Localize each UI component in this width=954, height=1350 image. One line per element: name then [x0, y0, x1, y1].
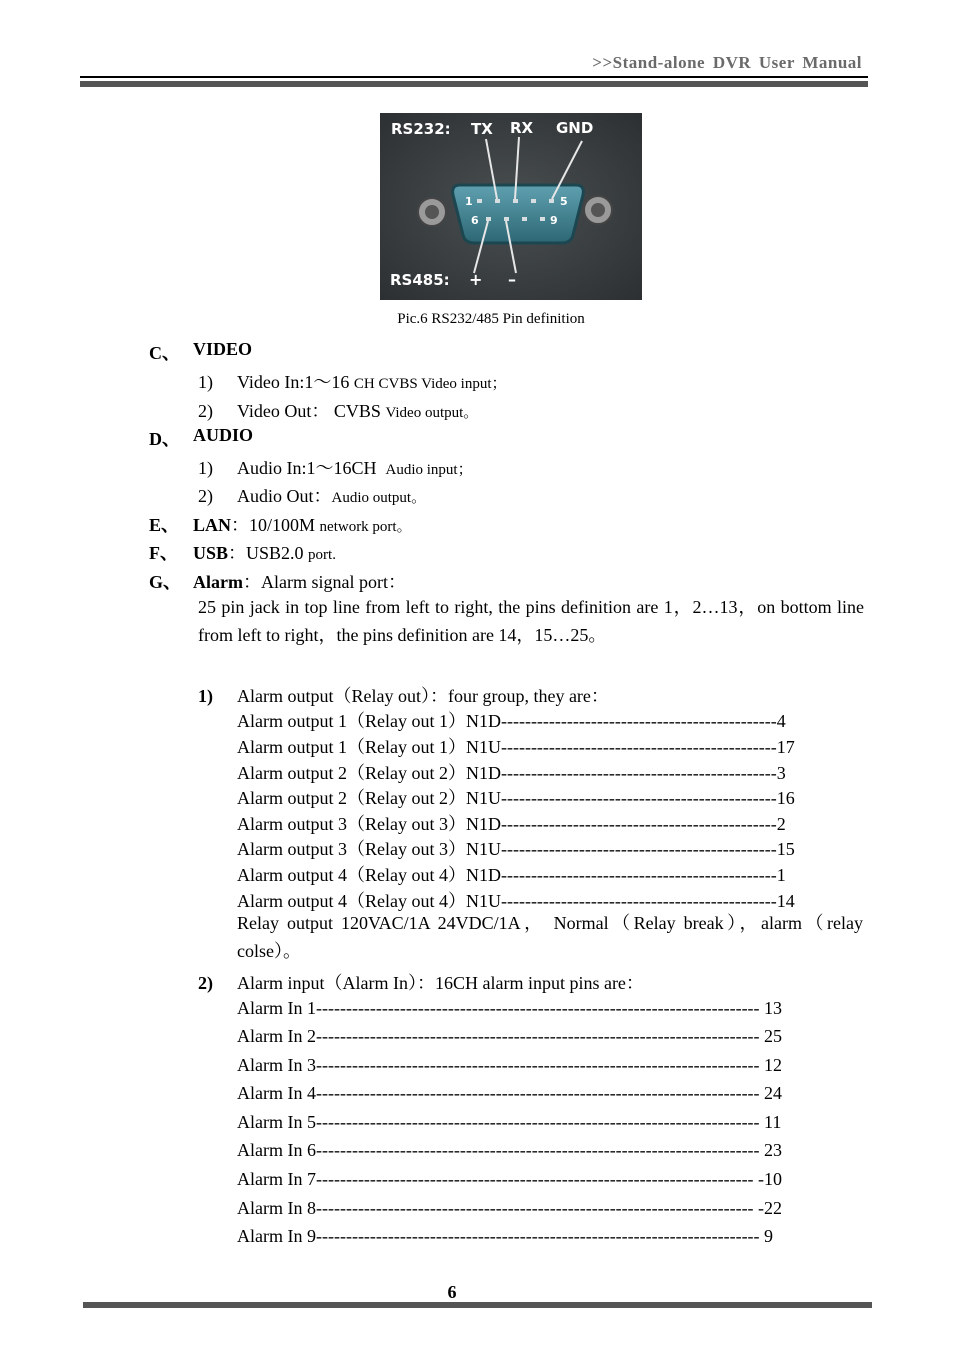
section-title: AUDIO — [193, 425, 254, 445]
alarm-input-line: Alarm In 6-------------------------------------------------------------------------- 23 — [237, 1140, 783, 1160]
alarm-input-line: Alarm In 4-------------------------------------------------------------------------- 24 — [237, 1083, 783, 1103]
rs485-minus-label: – — [508, 270, 516, 289]
alarm-input-line: Alarm In 7------------------------------------------------------------------------- -10 — [237, 1169, 783, 1189]
rs485-label: RS485: — [390, 271, 450, 289]
item-text: Video In:1～16 — [237, 372, 354, 392]
lan-line — [193, 511, 412, 537]
alarm-input-line: Alarm In 1-------------------------------------------------------------------------- 13 — [237, 998, 783, 1018]
item-note: Video output。 — [385, 405, 479, 421]
alarm-output-line: Alarm output 1（Relay out 1）N1U----------------------------------------------17 — [237, 737, 795, 757]
alarm-output-line: Alarm output 3（Relay out 3）N1U----------------------------------------------15 — [237, 839, 795, 859]
item-text: Audio Out： — [237, 486, 332, 506]
alarm-colon: ： — [242, 572, 261, 592]
header-rule-thick — [80, 81, 868, 87]
section-letter: G、 — [149, 572, 182, 592]
item-note: Audio input； — [385, 462, 473, 478]
rs232-connector-photo — [380, 113, 642, 300]
section-title: VIDEO — [193, 339, 253, 359]
alarm-input-line: Alarm In 5-------------------------------------------------------------------------- 11 — [237, 1112, 782, 1132]
alarm-input-line: Alarm In 3-------------------------------------------------------------------------- 12 — [237, 1055, 783, 1075]
figure-caption: Pic.6 RS232/485 Pin definition — [397, 311, 585, 327]
item-number: 2) — [198, 401, 213, 421]
item-number: 1) — [198, 686, 213, 706]
pin5-label: 5 — [560, 195, 568, 208]
usb-note: port. — [308, 547, 336, 563]
section-letter: E、 — [149, 515, 180, 535]
section-letter: D、 — [149, 429, 180, 449]
alarm-output-line: Alarm output 3（Relay out 3）N1D----------------------------------------------2 — [237, 814, 786, 834]
alarm-input-title: Alarm input（Alarm In）：16CH alarm input pins are： — [237, 973, 644, 993]
rs232-label: RS232: — [391, 120, 451, 138]
video-out-item — [198, 397, 478, 423]
audio-in-item — [198, 454, 473, 480]
page-number: 6 — [447, 1282, 457, 1302]
section-usb — [149, 539, 178, 565]
item-note: CH CVBS Video input； — [353, 376, 507, 392]
footer-rule — [83, 1302, 872, 1308]
usb-colon: ： — [228, 543, 247, 563]
section-alarm — [149, 568, 181, 594]
rx-label: RX — [510, 119, 534, 137]
rs485-plus-label: + — [469, 270, 483, 289]
alarm-input-line: Alarm In 2-------------------------------------------------------------------------- 25 — [237, 1026, 783, 1046]
item-number: 2) — [198, 973, 213, 993]
alarm-output-heading — [198, 682, 609, 708]
usb-text: USB2.0 — [246, 543, 309, 563]
alarm-text: Alarm signal port： — [260, 572, 406, 592]
video-in-item — [198, 368, 507, 394]
relay-output-note: Relay output 120VAC/1A 24VDC/1A， Normal（Relay break），alarm（relay colse）。 — [237, 913, 863, 961]
header-rule-thin — [80, 76, 868, 78]
alarm-line — [193, 568, 406, 594]
lan-note: network port。 — [319, 519, 412, 535]
section-video-heading — [149, 339, 253, 365]
pin9-label: 9 — [550, 214, 558, 227]
item-number: 1) — [198, 372, 213, 392]
item-note: Audio output。 — [331, 490, 427, 506]
tx-label: TX — [471, 120, 493, 138]
item-text: Audio In:1～16CH — [237, 458, 386, 478]
alarm-input-line: Alarm In 9-------------------------------------------------------------------------- 9 — [237, 1226, 774, 1246]
item-text: Video Out： CVBS — [237, 401, 386, 421]
section-letter: F、 — [149, 543, 178, 563]
item-number: 1) — [198, 458, 213, 478]
lan-text: 10/100M — [249, 515, 320, 535]
alarm-output-line: Alarm output 2（Relay out 2）N1D----------------------------------------------3 — [237, 763, 786, 783]
section-lan — [149, 511, 179, 537]
alarm-output-title: Alarm output（Relay out）：four group, they are： — [237, 686, 609, 706]
lan-colon: ： — [231, 515, 250, 535]
audio-out-item — [198, 482, 426, 508]
pin1-label: 1 — [465, 195, 473, 208]
alarm-label: Alarm — [193, 572, 243, 592]
gnd-label: GND — [556, 119, 594, 137]
alarm-output-line: Alarm output 1（Relay out 1）N1D----------------------------------------------4 — [237, 711, 786, 731]
usb-label: USB — [193, 543, 229, 563]
section-audio-heading — [149, 425, 254, 451]
item-number: 2) — [198, 486, 213, 506]
lan-label: LAN — [193, 515, 232, 535]
section-letter: C、 — [149, 343, 180, 363]
usb-line — [193, 539, 336, 565]
alarm-input-line: Alarm In 8------------------------------------------------------------------------- -22 — [237, 1198, 783, 1218]
alarm-output-line: Alarm output 4（Relay out 4）N1D----------------------------------------------1 — [237, 865, 786, 885]
page-header: >>Stand-alone DVR User Manual — [592, 53, 862, 72]
alarm-input-heading — [198, 969, 644, 995]
pin6-label: 6 — [471, 214, 479, 227]
alarm-output-line: Alarm output 4（Relay out 4）N1U----------------------------------------------14 — [237, 891, 795, 911]
alarm-pin-paragraph: 25 pin jack in top line from left to right, the pins definition are 1，2…13，on bottom line from left to right，the pins definition are 14，15…25。 — [198, 597, 864, 645]
alarm-output-line: Alarm output 2（Relay out 2）N1U----------------------------------------------16 — [237, 788, 795, 808]
